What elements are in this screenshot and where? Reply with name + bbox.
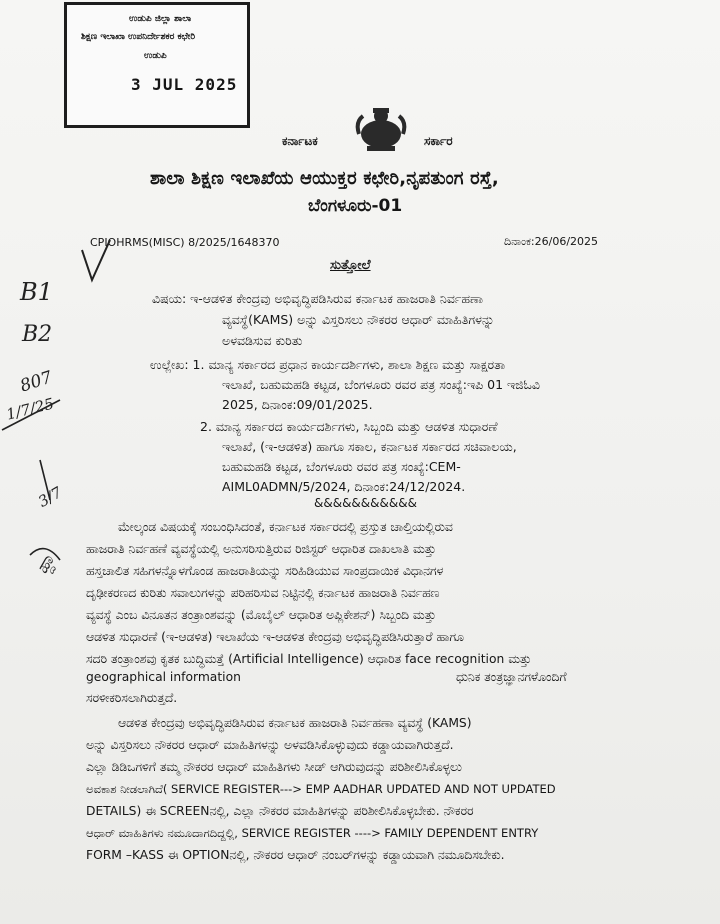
stamp-date: 3 JUL 2025 (131, 75, 238, 94)
stamp-office-line2: ಶಿಕ್ಷಣ ಇಲಾಖಾ ಉಪನಿರ್ದೇಶಕರ ಕಛೇರಿ (81, 32, 196, 42)
subject-line: ವ್ಯವಸ್ಥೆ(KAMS) ಅನ್ನು ವಿಸ್ತರಿಸಲು ನೌಕರರ ಆಧಾರ್ ಮಾಹಿತಿಗಳನ್ನು (222, 312, 495, 327)
handwritten-note: 1/7/25 (4, 394, 56, 424)
paragraph-line: ದೃಢೀಕರಣದ ಕುರಿತು ಸವಾಲುಗಳನ್ನು ಪರಿಹರಿಸುವ ನಿಟ್ಟಿನಲ್ಲಿ ಕರ್ನಾಟಕ ಹಾಜರಾತಿ ನಿರ್ವಹಣ (86, 586, 440, 600)
paragraph-line: ಅನ್ನು ವಿಸ್ತರಿಸಲು ನೌಕರರ ಆಧಾರ್ ಮಾಹಿತಿಗಳನ್ನು ಅಳವಡಿಸಿಕೊಳ್ಳುವುದು ಕಡ್ಡಾಯವಾಗಿರುತ್ತದೆ. (86, 738, 454, 752)
paragraph-line: ಮೇಲ್ಕಂಡ ವಿಷಯಕ್ಕೆ ಸಂಬಂಧಿಸಿದಂತೆ, ಕರ್ನಾಟಕ ಸರ್ಕಾರದಲ್ಲಿ ಪ್ರಸ್ತುತ ಚಾಲ್ತಿಯಲ್ಲಿರುವ (118, 520, 453, 534)
paragraph-line: ಹಸ್ತಚಾಲಿತ ಸಹಿಗಳನ್ನೊಳಗೊಂಡ ಹಾಜರಾತಿಯನ್ನು ಸರಿಹಿಡಿಯುವ ಸಾಂಪ್ರದಾಯಿಕ ವಿಧಾನಗಳ (86, 564, 444, 578)
handwritten-note: ಹ್ದಾ (32, 550, 60, 578)
paragraph-line: ಆಡಳಿತ ಸುಧಾರಣೆ (ಇ-ಆಡಳಿತ) ಇಲಾಖೆಯ ಇ-ಆಡಳಿತ ಕೇಂದ್ರವು ಅಭಿವೃದ್ಧಿಪಡಿಸಿರುತ್ತಾರೆ ಹಾಗೂ (86, 630, 464, 644)
paragraph-line: ಎಲ್ಲಾ ಡಿಡಿಒಗಳಿಗೆ ತಮ್ಮ ನೌಕರರ ಆಧಾರ್ ಮಾಹಿತಿಗಳು ಸೀಡ್ ಆಗಿರುವುದನ್ನು ಪರಿಶೀಲಿಸಿಕೊಳ್ಳಲು (86, 760, 462, 774)
subject-line: ವಿಷಯ: ಇ-ಆಡಳಿತ ಕೇಂದ್ರವು ಅಭಿವೃದ್ಧಿಪಡಿಸಿರುವ ಕರ್ನಾಟಕ ಹಾಜರಾತಿ ನಿರ್ವಹಣಾ (152, 291, 484, 306)
reference-number: CPIOHRMS(MISC) 8/2025/1648370 (90, 236, 280, 249)
separator-line: &&&&&&&&&&& (314, 496, 417, 510)
paragraph-line: ಸದರಿ ತಂತ್ರಾಂಶವು ಕೃತಕ ಬುದ್ಧಿಮತ್ತೆ (Artificial Intelligence) ಆಧಾರಿತ face recognition ಮತ್ತು (86, 652, 532, 666)
government-label-right: ಸರ್ಕಾರ (424, 134, 453, 148)
paragraph-line: ಹಾಜರಾತಿ ನಿರ್ವಹಣೆ ವ್ಯವಸ್ಥೆಯಲ್ಲಿ ಅನುಸರಿಸುತ್ತಿರುವ ರಿಜಿಸ್ಟರ್ ಆಧಾರಿತ ದಾಖಲಾತಿ ಮತ್ತು (86, 542, 437, 556)
government-label-left: ಕರ್ನಾಟಕ (282, 134, 318, 148)
paragraph-line: ಅವಕಾಶ ನೀಡಲಾಗಿದೆ( SERVICE REGISTER---> EMP AADHAR UPDATED AND NOT UPDATED (86, 782, 556, 796)
reference-line: ಇಲಾಖೆ, (ಇ-ಆಡಳಿತ) ಹಾಗೂ ಸಕಾಲ, ಕರ್ನಾಟಕ ಸರ್ಕಾರದ ಸಚಿವಾಲಯ, (222, 439, 517, 454)
paragraph-line: ಆಡಳಿತ ಕೇಂದ್ರವು ಅಭಿವೃದ್ಧಿಪಡಿಸಿರುವ ಕರ್ನಾಟಕ ಹಾಜರಾತಿ ನಿರ್ವಹಣಾ ವ್ಯವಸ್ಥೆ (KAMS) (118, 716, 472, 730)
handwritten-note: 807 (17, 367, 55, 397)
received-stamp (64, 2, 250, 128)
reference-line: 2025, ದಿನಾಂಕ:09/01/2025. (222, 397, 373, 412)
handwritten-note: B2 (22, 322, 53, 347)
office-title: ಶಾಲಾ ಶಿಕ್ಷಣ ಇಲಾಖೆಯ ಆಯುಕ್ತರ ಕಛೇರಿ,ನೃಪತುಂಗ ರಸ್ತೆ, (150, 168, 499, 189)
circular-heading: ಸುತ್ತೋಲೆ (330, 258, 371, 273)
reference-line: 2. ಮಾನ್ಯ ಸರ್ಕಾರದ ಕಾರ್ಯದರ್ಶಿಗಳು, ಸಿಬ್ಬಂದಿ ಮತ್ತು ಆಡಳಿತ ಸುಧಾರಣೆ (200, 419, 498, 434)
paragraph-line: geographical information (86, 670, 241, 684)
handwritten-note: B1 (20, 278, 53, 306)
paragraph-line: DETAILS) ಈ SCREENನಲ್ಲಿ, ಎಲ್ಲಾ ನೌಕರರ ಮಾಹಿತಿಗಳನ್ನು ಪರಿಶೀಲಿಸಿಕೊಳ್ಳಬೇಕು. ನೌಕರರ (86, 804, 474, 818)
subject-line: ಅಳವಡಿಸುವ ಕುರಿತು (222, 333, 303, 348)
stamp-office-line3: ಉಡುಪಿ (144, 51, 167, 61)
stamp-office-line1: ಉಡುಪಿ ಜಿಲ್ಲಾ ಶಾಲಾ (129, 14, 192, 24)
paragraph-line: ಧುನಿಕ ತಂತ್ರಜ್ಞಾನಗಳೊಂದಿಗೆ (456, 670, 567, 684)
document-date: ದಿನಾಂಕ:26/06/2025 (504, 235, 599, 248)
reference-line: ಬಹುಮಹಡಿ ಕಟ್ಟಡ, ಬೆಂಗಳೂರು ರವರ ಪತ್ರ ಸಂಖ್ಯೆ:CEM- (222, 459, 461, 474)
paragraph-line: ಆಧಾರ್ ಮಾಹಿತಿಗಳು ನಮೂದಾಗದಿದ್ದಲ್ಲಿ, SERVICE REGISTER ----> FAMILY DEPENDENT ENTRY (86, 826, 539, 840)
handwritten-note: 3/7 (35, 483, 66, 511)
reference-line: ಉಲ್ಲೇಖ: 1. ಮಾನ್ಯ ಸರ್ಕಾರದ ಪ್ರಧಾನ ಕಾರ್ಯದರ್ಶಿಗಳು, ಶಾಲಾ ಶಿಕ್ಷಣ ಮತ್ತು ಸಾಕ್ಷರತಾ (150, 357, 506, 372)
state-emblem-icon (353, 104, 409, 152)
paragraph-line: ವ್ಯವಸ್ಥೆ ಎಂಬ ವಿನೂತನ ತಂತ್ರಾಂಶವನ್ನು (ಮೊಬೈಲ್ ಆಧಾರಿತ ಅಪ್ಲಿಕೇಶನ್) ಸಿಬ್ಬಂದಿ ಮತ್ತು (86, 608, 437, 622)
paragraph-line: FORM –KASS ಈ OPTIONನಲ್ಲಿ, ನೌಕರರ ಆಧಾರ್ ನಂಬರ್‌ಗಳನ್ನು ಕಡ್ಡಾಯವಾಗಿ ನಮೂದಿಸಬೇಕು. (86, 848, 505, 862)
paragraph-line: ಸರಳೀಕರಿಸಲಾಗಿರುತ್ತದೆ. (86, 691, 178, 705)
reference-line: AIML0ADMN/5/2024, ದಿನಾಂಕ:24/12/2024. (222, 479, 466, 494)
office-city: ಬೆಂಗಳೂರು-01 (308, 196, 403, 216)
reference-line: ಇಲಾಖೆ, ಬಹುಮಹಡಿ ಕಟ್ಟಡ, ಬೆಂಗಳೂರು ರವರ ಪತ್ರ ಸಂಖ್ಯೆ:ಇಪಿ 01 ಇಜಿಓವಿ (222, 377, 540, 392)
